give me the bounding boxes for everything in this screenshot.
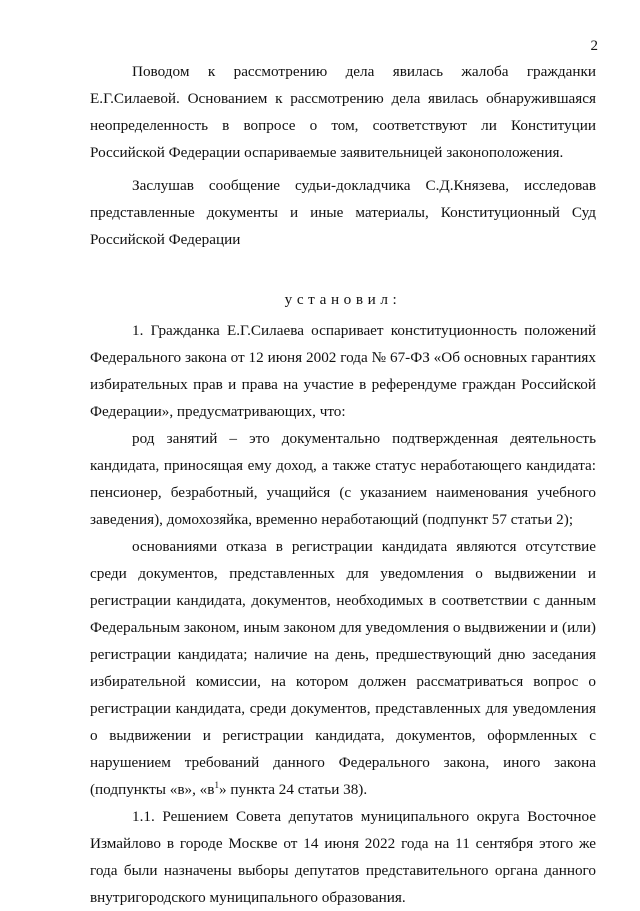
refusal-grounds-tail: » пункта 24 статьи 38). bbox=[218, 781, 368, 798]
paragraph-refusal-grounds bbox=[90, 533, 596, 803]
paragraph-grounds: Поводом к рассмотрению дела явилась жалоба гражданки Е.Г.Силаевой. Основанием к рассмотрению дела явилась обнаружившаяся неопределенность в вопросе о том, соответствуют ли Конституции Российской Федерации оспариваемые заявительницей законоположения. bbox=[90, 63, 596, 161]
paragraph-election-decision: 1.1. Решением Совета депутатов муниципального округа Восточное Измайлово в городе Москве от 14 июня 2022 года на 11 сентября этого же года были назначены выборы депутатов представительного органа данного внутригородского муниципального образования. bbox=[90, 808, 596, 906]
paragraph-occupation-definition: род занятий – это документально подтвержденная деятельность кандидата, приносящая ему доход, а также статус неработающего кандидата: пенсионер, безработный, учащийся (с указанием наименования учебного заведения), домохозяйка, временно неработающий (подпункт 57 статьи 2); bbox=[90, 430, 596, 528]
refusal-grounds-text: основаниями отказа в регистрации кандидата являются отсутствие среди документов, представленных для уведомления о выдвижении и регистрации кандидата, документов, необходимых в соответствии с данным Федеральным законом, иным законом для уведомления о выдвижении и (или) регистрации кандидата; наличие на день, предшествующий дню заседания избирательной комиссии, на котором должен рассматриваться вопрос о регистрации кандидата, среди документов, представленных для уведомления о выдвижении и регистрации кандидата, документов, оформленных с нарушением требований данного Федерального закона, иного закона (подпункты «в», «в bbox=[90, 538, 596, 798]
paragraph-complaint: 1. Гражданка Е.Г.Силаева оспаривает конституционность положений Федерального закона от 12 июня 2002 года № 67-ФЗ «Об основных гарантиях избирательных прав и права на участие в референдуме граждан Российской Федерации», предусматривающих, что: bbox=[90, 322, 596, 420]
document-content bbox=[90, 58, 596, 911]
paragraph-hearing: Заслушав сообщение судьи-докладчика С.Д.Князева, исследовав представленные документы и иные материалы, Конституционный Суд Российской Федерации bbox=[90, 177, 596, 248]
page-number: 2 bbox=[590, 38, 598, 54]
ruling-heading: установил: bbox=[284, 291, 402, 308]
superscript-marker: 1 bbox=[214, 779, 219, 790]
